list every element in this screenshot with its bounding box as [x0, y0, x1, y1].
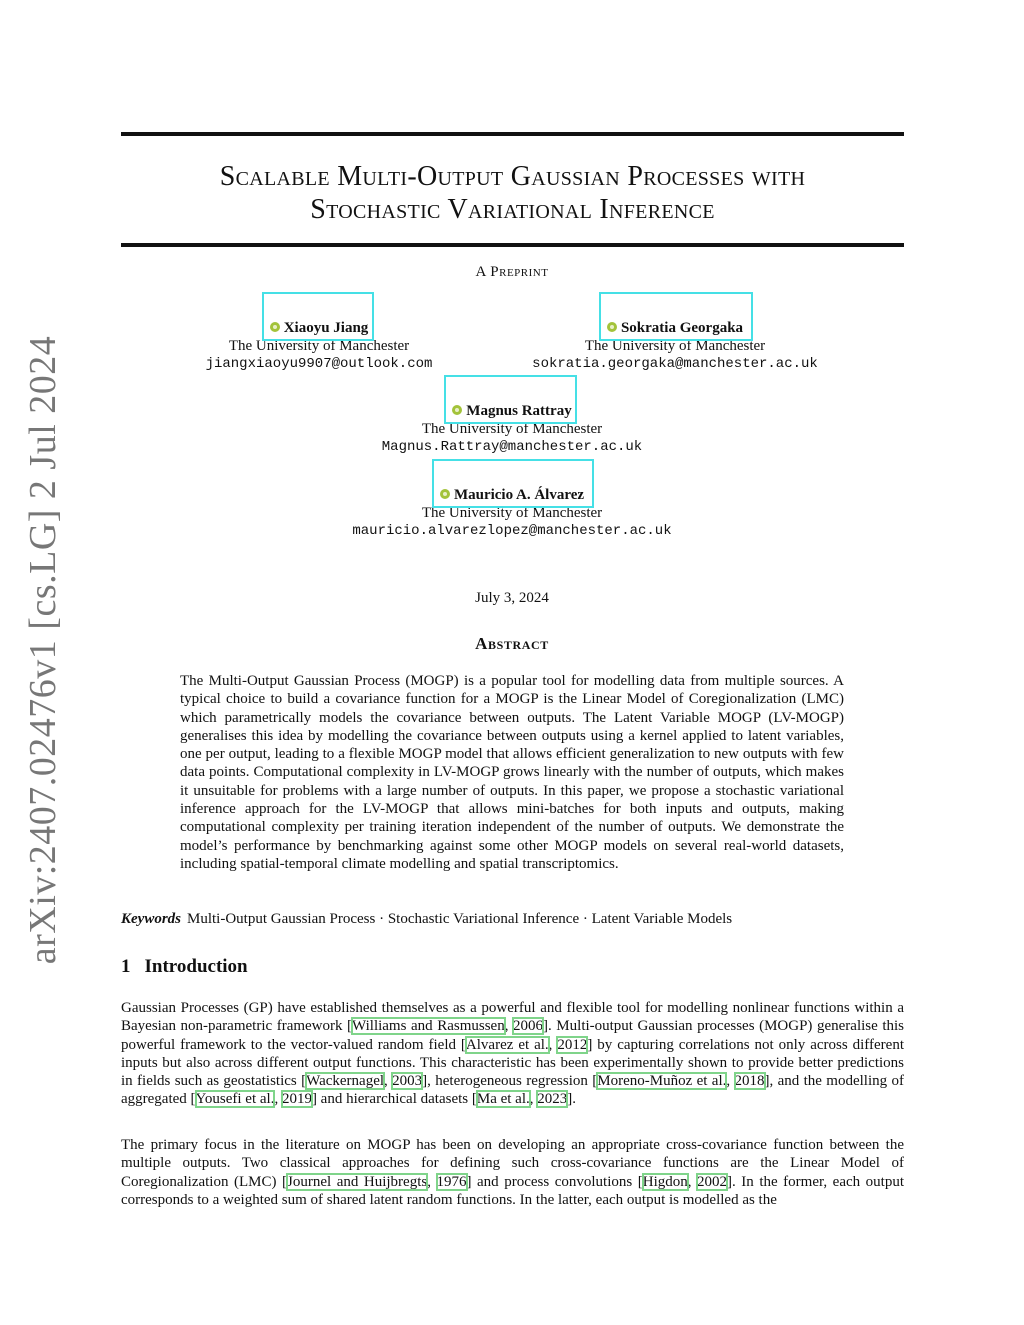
keywords-label: Keywords [121, 911, 181, 927]
author-name-link[interactable]: Mauricio A. Álvarez [440, 486, 584, 504]
author-affiliation: The University of Manchester [584, 338, 766, 354]
author-block-1 [200, 319, 438, 373]
citation-link[interactable]: Yousefi et al. [195, 1091, 275, 1108]
title-line-1: Scalable Multi-Output Gaussian Processes with [219, 161, 806, 192]
citation-link[interactable]: Higdon [642, 1173, 688, 1190]
citation-year-link[interactable]: 2018 [734, 1073, 765, 1090]
citation-year-link[interactable]: 2002 [697, 1173, 728, 1190]
title-line-2: Stochastic Variational Inference [310, 194, 715, 225]
author-email[interactable]: mauricio.alvarezlopez@manchester.ac.uk [352, 523, 672, 539]
section-number: 1 [121, 956, 131, 977]
author-name-link[interactable]: Magnus Rattray [452, 402, 571, 420]
author-email[interactable]: jiangxiaoyu9907@outlook.com [205, 356, 433, 372]
section-title: Introduction [144, 956, 248, 977]
author-name-link[interactable]: Xiaoyu Jiang [270, 319, 369, 337]
citation-year-link[interactable]: 2019 [281, 1091, 312, 1108]
author-email[interactable]: Magnus.Rattray@manchester.ac.uk [381, 439, 643, 455]
title-bottom-rule [121, 243, 904, 247]
orcid-icon[interactable] [452, 405, 462, 415]
paper-date: July 3, 2024 [475, 590, 549, 606]
author-block-4 [332, 486, 692, 540]
orcid-icon[interactable] [607, 322, 617, 332]
author-affiliation: The University of Manchester [421, 505, 603, 521]
citation-link[interactable]: Wackernagel [306, 1073, 385, 1090]
author-name-link[interactable]: Sokratia Georgaka [607, 319, 743, 337]
keywords-text: Multi-Output Gaussian Process · Stochastic Variational Inference · Latent Variable Models [187, 911, 733, 927]
orcid-icon[interactable] [270, 322, 280, 332]
citation-link[interactable]: Moreno-Muñoz et al. [597, 1073, 727, 1090]
citation-year-link[interactable]: 2012 [557, 1036, 588, 1053]
author-affiliation: The University of Manchester [228, 338, 410, 354]
title-top-rule [121, 132, 904, 136]
citation-year-link[interactable]: 1976 [436, 1173, 467, 1190]
keywords-line [121, 911, 732, 928]
citation-year-link[interactable]: 2003 [392, 1073, 423, 1090]
author-block-2 [520, 319, 830, 373]
arxiv-identifier: arXiv:2407.02476v1 [cs.LG] 2 Jul 2024 [22, 335, 64, 965]
citation-link[interactable]: Journel and Huijbregts [287, 1173, 428, 1190]
author-block-3 [362, 402, 662, 456]
paper-title [121, 160, 904, 226]
author-email[interactable]: sokratia.georgaka@manchester.ac.uk [532, 356, 818, 372]
citation-link[interactable]: Williams and Rasmussen [352, 1018, 505, 1035]
citation-year-link[interactable]: 2006 [513, 1018, 544, 1035]
abstract-heading: Abstract [475, 634, 549, 653]
citation-link[interactable]: Ma et al. [476, 1091, 530, 1108]
intro-paragraph-2: The primary focus in the literature on MOGP has been on developing an appropriate cross-covariance function between the multiple outputs. Two classical approaches for defining such cross-covariance functions are the Linear Model of Coregionalization (LMC) [Journel and Huijbregts, 1976] and process convolutions [Higdon, 2002]. In the former, each output corresponds to a weighted sum of shared latent random functions. In the latter, each output is modelled as the [121, 1137, 905, 1208]
orcid-icon[interactable] [440, 489, 450, 499]
abstract-text: The Multi-Output Gaussian Process (MOGP) is a popular tool for modelling data from multiple sources. A typical choice to build a covariance function for a MOGP is the Linear Model of Coregionalization (LMC) which parametrically models the covariance between outputs. The Latent Variable MOGP (LV-MOGP) generalises this idea by modelling the covariance between outputs using a kernel applied to latent variables, one per output, leading to a flexible MOGP model that allows efficient generalization to new outputs with few data points. Computational complexity in LV-MOGP grows linearly with the number of outputs, which makes it unsuitable for problems with a large number of outputs. In this paper, we propose a stochastic variational inference approach for the LV-MOGP that allows mini-batches for both inputs and outputs, making computational complexity per training iteration independent of the number of outputs. We demonstrate the model’s performance by benchmarking against some other MOGP models on several real-world datasets, including spatial-temporal climate modelling and spatial transcriptomics. [180, 673, 844, 872]
preprint-label: A Preprint [475, 264, 549, 280]
intro-paragraph-1: Gaussian Processes (GP) have established themselves as a powerful and flexible tool for modelling nonlinear functions within a Bayesian non-parametric framework [Williams and Rasmussen, 2006]. Multi-output Gaussian processes (MOGP) generalise this powerful framework to the vector-valued random field [Alvarez et al., 2012] by capturing correlations not only across different inputs but also across different output functions. This characteristic has been experimentally shown to provide better predictions in fields such as geostatistics [Wackernagel, 2003], heterogeneous regression [Moreno-Muñoz et al., 2018], and the modelling of aggregated [Yousefi et al., 2019] and hierarchical datasets [Ma et al., 2023]. [121, 1000, 904, 1108]
citation-year-link[interactable]: 2023 [537, 1091, 568, 1108]
section-heading-introduction [121, 956, 248, 978]
author-affiliation: The University of Manchester [421, 421, 603, 437]
citation-link[interactable]: Alvarez et al. [465, 1036, 549, 1053]
